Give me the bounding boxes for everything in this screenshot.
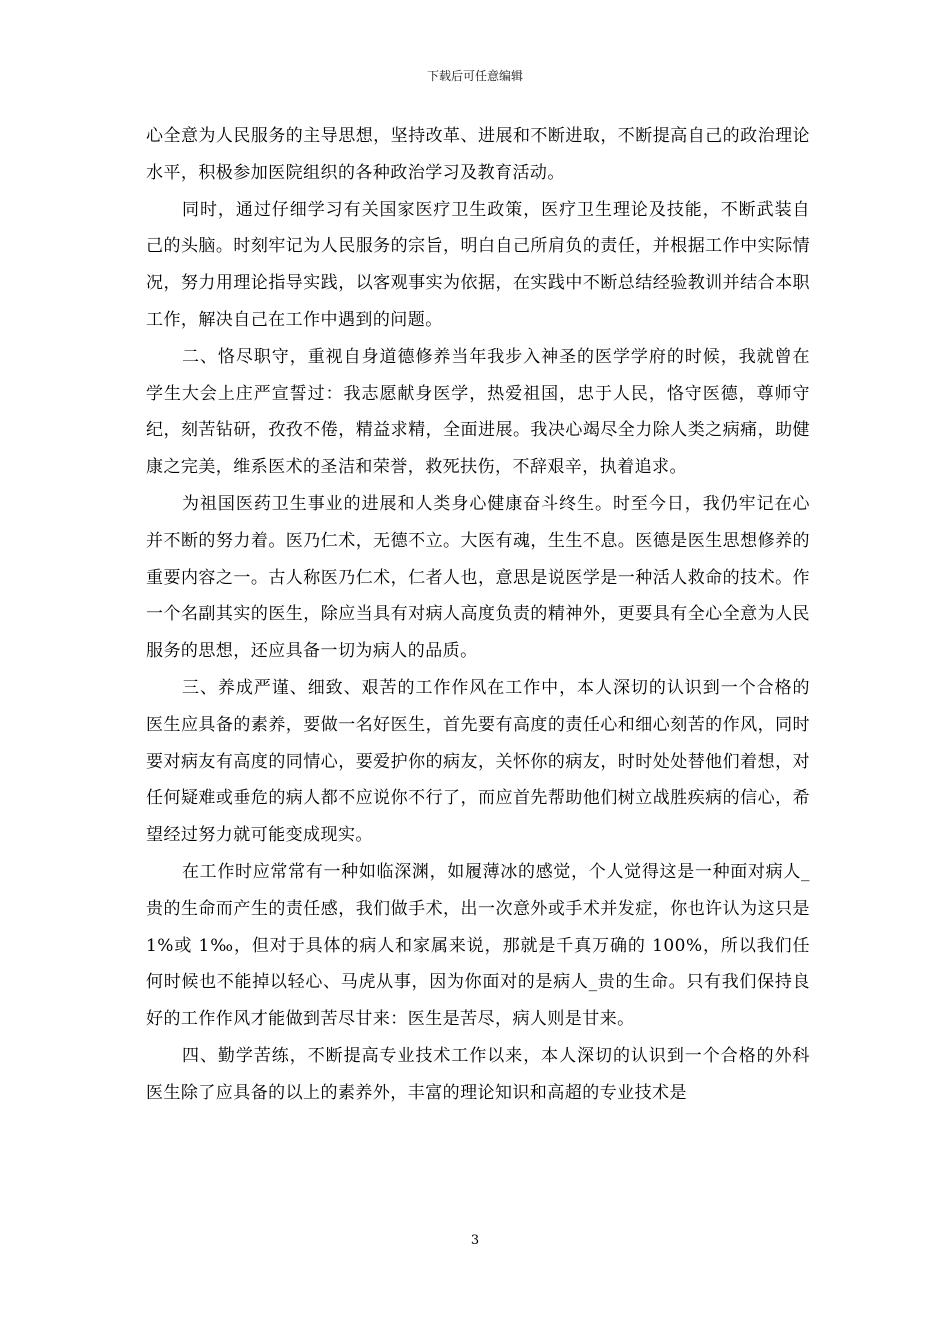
paragraph-6: 在工作时应常常有一种如临深渊，如履薄冰的感觉，个人觉得这是一种面对病人_贵的生命而产生的责任感，我们做手术，出一次意外或手术并发症，你也许认为这只是 1%或 1‰，但对于具体的病人和家属来说，那就是千真万确的 100%，所以我们任何时候也不能掉以轻心、马虎从事，因为你面对的是病人_贵的生命。只有我们保持良好的工作作风才能做到苦尽甘来：医生是苦尽，病人则是甘来。 [146, 861, 810, 1030]
document-body [146, 118, 810, 1112]
page-number: 3 [470, 1233, 480, 1248]
paragraph-2: 同时，通过仔细学习有关国家医疗卫生政策，医疗卫生理论及技能，不断武装自己的头脑。时刻牢记为人民服务的宗旨，明白自己所肩负的责任，并根据工作中实际情况，努力用理论指导实践，以客观事实为依据，在实践中不断总结经验教训并结合本职工作，解决自己在工作中遇到的问题。 [146, 199, 810, 330]
paragraph-5: 三、养成严谨、细致、艰苦的工作作风在工作中，本人深切的认识到一个合格的医生应具备的素养，要做一名好医生，首先要有高度的责任心和细心刻苦的作风，同时要对病友有高度的同情心，要爱护你的病友，关怀你的病友，时时处处替他们着想，对任何疑难或垂危的病人都不应说你不行了，而应首先帮助他们树立战胜疾病的信心，希望经过努力就可能变成现实。 [146, 677, 810, 846]
paragraph-1: 心全意为人民服务的主导思想，坚持改革、进展和不断进取，不断提高自己的政治理论水平，积极参加医院组织的各种政治学习及教育活动。 [146, 126, 810, 183]
paragraph-7: 四、勤学苦练，不断提高专业技术工作以来，本人深切的认识到一个合格的外科医生除了应具备的以上的素养外，丰富的理论知识和高超的专业技术是 [146, 1045, 810, 1103]
paragraph-4: 为祖国医药卫生事业的进展和人类身心健康奋斗终生。时至今日，我仍牢记在心并不断的努力着。医乃仁术，无德不立。大医有魂，生生不息。医德是医生思想修养的重要内容之一。古人称医乃仁术，仁者人也，意思是说医学是一种活人救命的技术。作一个名副其实的医生，除应当具有对病人高度负责的精神外，更要具有全心全意为人民服务的思想，还应具备一切为病人的品质。 [146, 493, 810, 662]
paragraph-3: 二、恪尽职守，重视自身道德修养当年我步入神圣的医学学府的时候，我就曾在学生大会上庄严宣誓过：我志愿献身医学，热爱祖国，忠于人民，恪守医德，尊师守纪，刻苦钻研，孜孜不倦，精益求精，全面进展。我决心竭尽全力除人类之病痛，助健康之完美，维系医术的圣洁和荣誉，救死扶伤，不辞艰辛，执着追求。 [146, 346, 810, 478]
page-header-note: 下载后可任意编辑 [426, 69, 523, 83]
